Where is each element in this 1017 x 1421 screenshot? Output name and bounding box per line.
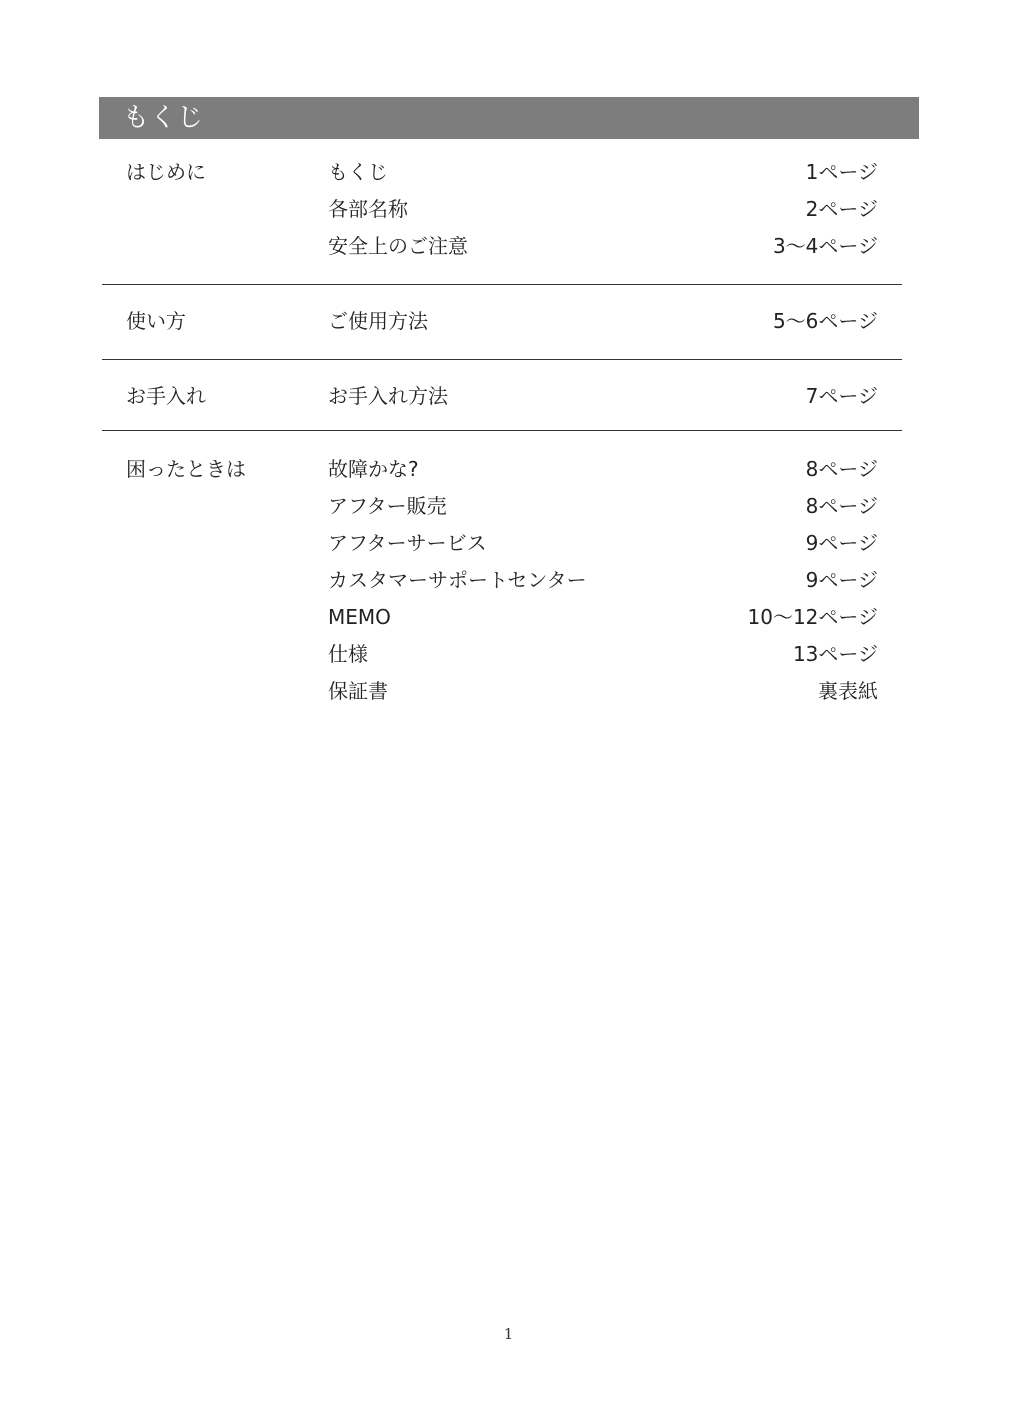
toc-entry[interactable] — [328, 378, 878, 415]
entry-page: 8ページ — [805, 494, 878, 518]
toc-section-maintenance — [102, 360, 902, 431]
entry-page: 3〜4ページ — [772, 234, 878, 258]
entry-page: 8ページ — [805, 457, 878, 481]
entry-page: 10〜12ページ — [747, 605, 878, 629]
toc-entry[interactable] — [328, 525, 878, 562]
entry-title: お手入れ方法 — [328, 384, 448, 408]
page-title: もくじ — [123, 103, 205, 133]
entry-title: 保証書 — [328, 679, 388, 703]
toc-entry[interactable] — [328, 228, 878, 265]
section-label: 使い方 — [126, 309, 186, 333]
toc-section-troubleshooting — [102, 431, 902, 710]
entry-page: 13ページ — [792, 642, 878, 666]
entry-title: 仕様 — [328, 642, 368, 666]
entry-title: 各部名称 — [328, 197, 408, 221]
table-of-contents — [102, 154, 902, 710]
entry-page: 裏表紙 — [818, 679, 878, 703]
entry-title: カスタマーサポートセンター — [328, 568, 587, 592]
entry-page: 9ページ — [805, 531, 878, 555]
entry-title: もくじ — [328, 160, 388, 184]
section-label: お手入れ — [126, 384, 206, 408]
toc-entry[interactable] — [328, 191, 878, 228]
section-label: 困ったときは — [126, 457, 246, 481]
toc-entry[interactable] — [328, 673, 878, 710]
toc-entry[interactable] — [328, 488, 878, 525]
toc-header-bar — [99, 97, 919, 139]
entry-title: アフターサービス — [328, 531, 487, 555]
entry-page: 2ページ — [805, 197, 878, 221]
toc-section-introduction — [102, 154, 902, 285]
entry-page: 7ページ — [805, 384, 878, 408]
toc-entry[interactable] — [328, 562, 878, 599]
entry-page: 9ページ — [805, 568, 878, 592]
entry-title: 安全上のご注意 — [328, 234, 468, 258]
page-number: 1 — [503, 1325, 514, 1343]
entry-title: MEMO — [328, 605, 391, 629]
toc-entry[interactable] — [328, 154, 878, 191]
entry-title: ご使用方法 — [328, 309, 428, 333]
entry-title: 故障かな? — [328, 457, 419, 481]
toc-entry[interactable] — [328, 451, 878, 488]
entry-title: アフター販売 — [328, 494, 447, 518]
toc-entry[interactable] — [328, 303, 878, 340]
section-label: はじめに — [126, 160, 206, 184]
entry-page: 5〜6ページ — [772, 309, 878, 333]
entry-page: 1ページ — [805, 160, 878, 184]
toc-entry[interactable] — [328, 599, 878, 636]
toc-section-usage — [102, 285, 902, 360]
toc-entry[interactable] — [328, 636, 878, 673]
